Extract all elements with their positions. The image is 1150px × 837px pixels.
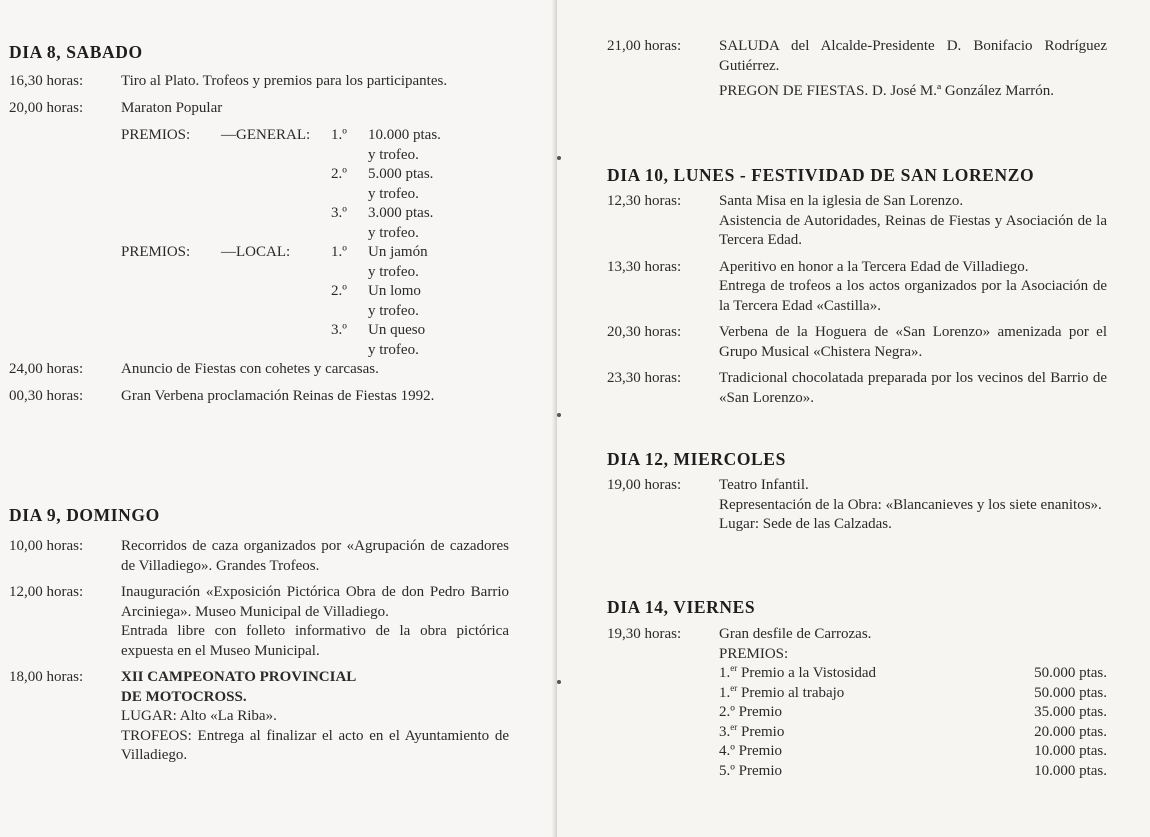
prize-row [719, 703, 1107, 723]
prize-row [719, 684, 1107, 704]
entry-time: 20,30 horas: [607, 324, 682, 340]
schedule-entry [9, 360, 509, 380]
prize-amount: 10.000 ptas. [1034, 743, 1107, 759]
entry-text: Tradicional chocolatada preparada por los vecinos del Barrio de «San Lorenzo». [719, 370, 1107, 406]
prize-label: Premio a la Vistosidad [737, 665, 877, 681]
entry-time: 20,00 horas: [9, 99, 84, 116]
prize: Un queso [368, 322, 426, 338]
right-page [557, 0, 1150, 837]
place: 1.º [331, 127, 347, 143]
general-label: —GENERAL: [221, 127, 311, 143]
schedule-entry [607, 258, 1107, 317]
prize-amount: 50.000 ptas. [1034, 684, 1107, 701]
prize: Un jamón [368, 244, 428, 260]
prize-label: Premio [734, 704, 782, 720]
entry-time: 24,00 horas: [9, 361, 84, 377]
prize-row [719, 762, 1107, 782]
day10-schedule [607, 192, 1107, 408]
schedule-entry [607, 369, 1107, 408]
prize-extra: y trofeo. [368, 263, 419, 280]
prize-amount: 50.000 ptas. [1034, 665, 1107, 681]
entry-text: Entrada libre con folleto informativo de la obra pictórica expuesta en el Museo Municipal. [121, 623, 509, 659]
entry-time: 12,00 horas: [9, 584, 84, 600]
day14-heading: DIA 14, VIERNES [607, 597, 756, 617]
prize-number: 5.º [719, 762, 735, 779]
entry-text: Anuncio de Fiestas con cohetes y carcasas. [121, 361, 379, 377]
day10-heading: DIA 10, LUNES - FESTIVIDAD DE SAN LORENZO [607, 165, 1035, 185]
premios-label: PREMIOS: [121, 127, 191, 143]
prize: Un lomo [368, 283, 421, 299]
prize-suffix: er [730, 663, 738, 673]
entry-time: 18,00 horas: [9, 669, 84, 685]
prize: 10.000 ptas. [368, 127, 441, 143]
entry-text: Representación de la Obra: «Blancanieves y los siete enanitos». [719, 496, 1102, 513]
place: 3.º [331, 322, 347, 338]
prize-extra: y trofeo. [368, 146, 419, 163]
entry-text-group [121, 668, 509, 766]
marathon-prizes [121, 126, 509, 360]
schedule-entry [607, 192, 1107, 251]
schedule-entry [607, 37, 1107, 102]
schedule-entry [9, 99, 509, 119]
prize-row [719, 723, 1107, 743]
entry-text: Gran Verbena proclamación Reinas de Fiestas 1992. [121, 387, 435, 404]
day12-heading: DIA 12, MIERCOLES [607, 449, 786, 469]
binding-dot [557, 413, 561, 417]
entry-text: Santa Misa en la iglesia de San Lorenzo. [719, 193, 964, 209]
entry-text: LUGAR: Alto «La Riba». [121, 708, 277, 724]
entry-text-group [719, 476, 1107, 535]
prize-amount: 10.000 ptas. [1034, 762, 1107, 779]
prize-name [719, 664, 876, 684]
binding-dot [557, 680, 561, 684]
prize: 5.000 ptas. [368, 166, 434, 182]
prize-number: 4.º [719, 743, 735, 759]
prize-amount: 35.000 ptas. [1034, 704, 1107, 720]
day9-evening-schedule [607, 37, 1107, 102]
schedule-entry [9, 387, 509, 407]
entry-text-group [719, 258, 1107, 317]
prize-label: Premio [734, 762, 782, 779]
prize-label: Premio [734, 743, 782, 759]
entry-text: Asistencia de Autoridades, Reinas de Fiestas y Asociación de la Tercera Edad. [719, 212, 1107, 248]
entry-time: 00,30 horas: [9, 387, 84, 404]
prize-name [719, 762, 782, 782]
schedule-entry [9, 583, 509, 661]
prize-amount: 20.000 ptas. [1034, 723, 1107, 740]
prize-suffix: er [730, 721, 738, 732]
entry-text: SALUDA del Alcalde-Presidente D. Bonifacio Rodríguez Gutiérrez. [719, 38, 1107, 74]
entry-time: 21,00 horas: [607, 38, 682, 54]
prize-row [719, 742, 1107, 762]
prize-name [719, 684, 844, 704]
entry-text: Entrega de trofeos a los actos organizados por la Asociación de la Tercera Edad «Castilla». [719, 278, 1107, 314]
premios-label: PREMIOS: [121, 244, 191, 260]
entry-time: 16,30 horas: [9, 73, 84, 89]
entry-time: 12,30 horas: [607, 193, 682, 209]
entry-time: 19,00 horas: [607, 477, 682, 493]
entry-text: Aperitivo en honor a la Tercera Edad de Villadiego. [719, 258, 1029, 275]
entry-text: Gran desfile de Carrozas. [719, 626, 872, 642]
prize-suffix: er [730, 682, 738, 693]
local-label: —LOCAL: [221, 244, 291, 260]
day9-schedule [9, 537, 509, 766]
event-title: DE MOTOCROSS. [121, 688, 247, 705]
entry-time: 19,30 horas: [607, 626, 682, 642]
day8-schedule [9, 72, 509, 406]
schedule-entry [607, 323, 1107, 362]
entry-text: Teatro Infantil. [719, 477, 809, 493]
entry-text-group [719, 192, 1107, 251]
schedule-entry [9, 72, 509, 92]
place: 1.º [331, 244, 347, 260]
entry-text: TROFEOS: Entrega al finalizar el acto en el Ayuntamiento de Villadiego. [121, 727, 509, 763]
binding-dot [557, 156, 561, 160]
prize-number: 1. [719, 684, 731, 701]
prize-extra: y trofeo. [368, 341, 419, 358]
day14-schedule [607, 625, 1107, 781]
entry-text: Inauguración «Exposición Pictórica Obra de don Pedro Barrio Arciniega». Museo Municipal de Villadiego. [121, 584, 509, 620]
premios-label: PREMIOS: [719, 645, 789, 662]
schedule-entry [607, 476, 1107, 535]
entry-text-group [719, 625, 1107, 781]
prize-label: Premio al trabajo [737, 684, 845, 701]
day9-heading: DIA 9, DOMINGO [9, 505, 160, 525]
entry-time: 23,30 horas: [607, 370, 682, 386]
schedule-entry [9, 537, 509, 576]
place: 2.º [331, 166, 347, 182]
prize: 3.000 ptas. [368, 205, 434, 221]
entry-text-group [121, 583, 509, 661]
prize-number: 2.º [719, 704, 735, 720]
prize-row [719, 664, 1107, 684]
place: 2.º [331, 283, 347, 299]
prize-number: 1. [719, 665, 731, 681]
entry-text: Maraton Popular [121, 99, 223, 116]
prize-name [719, 723, 784, 743]
prize-extra: y trofeo. [368, 224, 419, 241]
prize-name [719, 703, 782, 723]
prize-name [719, 742, 782, 762]
entry-text: PREGON DE FIESTAS. D. José M.ª González Marrón. [719, 83, 1054, 99]
prize-label: Premio [737, 723, 785, 740]
entry-time: 10,00 horas: [9, 538, 84, 554]
entry-text-group [719, 37, 1107, 102]
day12-schedule [607, 476, 1107, 535]
entry-text: Tiro al Plato. Trofeos y premios para los participantes. [121, 73, 448, 89]
entry-text: Recorridos de caza organizados por «Agrupación de cazadores de Villadiego». Grandes Trofeos. [121, 538, 509, 574]
event-title: XII CAMPEONATO PROVINCIAL [121, 669, 357, 685]
entry-text: Verbena de la Hoguera de «San Lorenzo» amenizada por el Grupo Musical «Chistera Negra». [719, 324, 1107, 360]
entry-text: Lugar: Sede de las Calzadas. [719, 516, 892, 532]
prize-extra: y trofeo. [368, 185, 419, 202]
left-page [0, 0, 557, 837]
schedule-entry [607, 625, 1107, 781]
entry-time: 13,30 horas: [607, 258, 682, 275]
prize-extra: y trofeo. [368, 302, 419, 319]
place: 3.º [331, 205, 347, 221]
day8-heading: DIA 8, SABADO [9, 42, 143, 62]
prize-number: 3. [719, 723, 731, 740]
schedule-entry [9, 668, 509, 766]
